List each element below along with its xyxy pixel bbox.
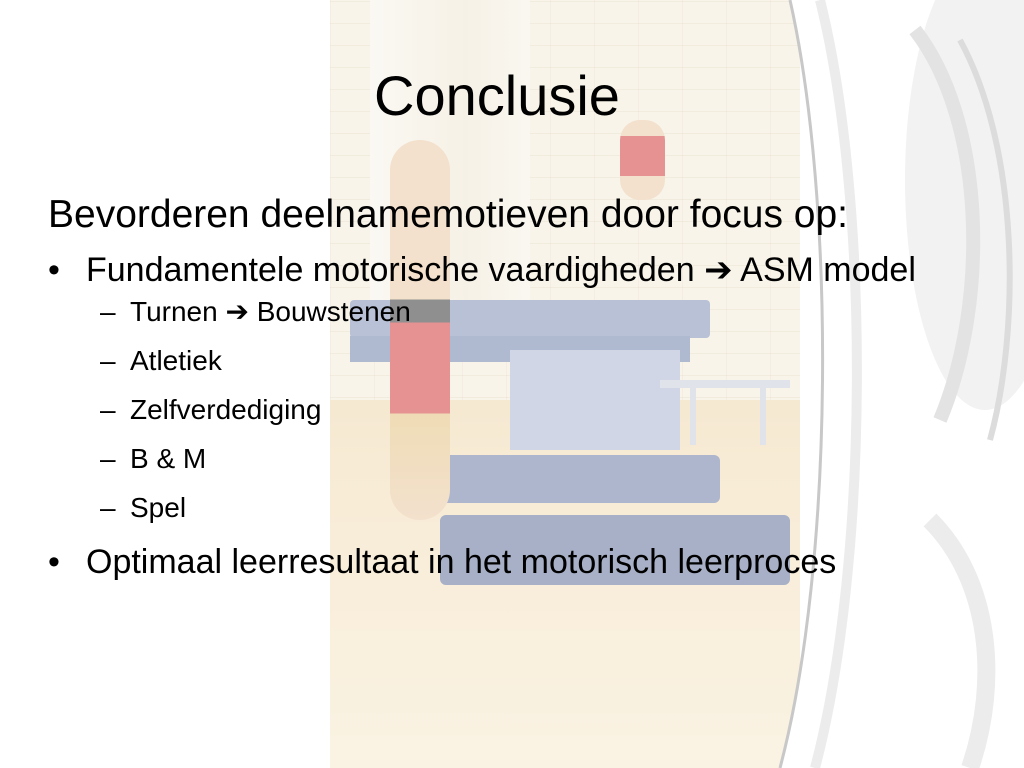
bullet-item: [48, 540, 998, 585]
sub-bullet-text: Zelfverdediging: [130, 394, 322, 425]
dash-icon: –: [100, 345, 116, 376]
dash-icon: –: [100, 443, 116, 474]
bullet-dot-icon: •: [48, 251, 60, 289]
arrow-right-icon: ➔: [704, 250, 733, 290]
sub-bullet-item: [48, 491, 998, 524]
sub-bullet-item: [48, 393, 998, 426]
sub-bullet-text: Atletiek: [130, 345, 222, 376]
dash-icon: –: [100, 296, 116, 327]
lead-text: Bevorderen deelnamemotieven door focus op:: [48, 193, 848, 236]
bullet-text-after-arrow: ASM model: [740, 251, 916, 289]
slide-body: [48, 192, 998, 585]
bullet-text: Fundamentele motorische vaardigheden: [86, 251, 695, 289]
sub-bullet-item: [48, 344, 998, 377]
arrow-right-icon: ➔: [225, 295, 249, 328]
sub-bullet-item: [48, 442, 998, 475]
bullet-dot-icon: •: [48, 543, 60, 581]
dash-icon: –: [100, 492, 116, 523]
sub-bullet-text: Turnen: [130, 296, 218, 327]
sub-bullet-list: [48, 295, 998, 524]
sub-bullet-text: B & M: [130, 443, 207, 474]
dash-icon: –: [100, 394, 116, 425]
sub-bullet-item: [48, 295, 998, 328]
bullet-item: [48, 248, 998, 293]
sub-bullet-text: Spel: [130, 492, 187, 523]
slide-title: Conclusie: [374, 64, 620, 127]
bullet-text: Optimaal leerresultaat in het motorisch leerproces: [86, 543, 837, 581]
sub-bullet-text-after-arrow: Bouwstenen: [256, 296, 411, 327]
